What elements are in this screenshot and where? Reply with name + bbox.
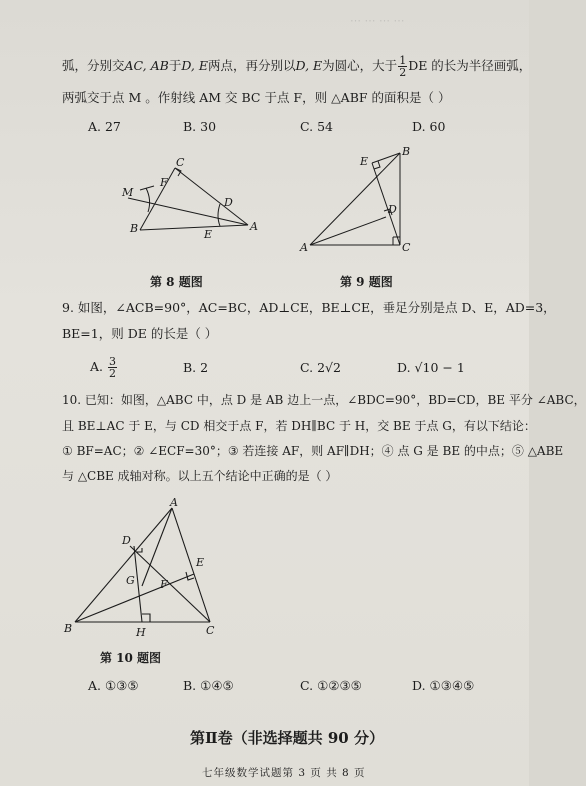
figure-10 (60, 498, 230, 638)
fig10-label-b: B (64, 622, 73, 635)
figure-9 (300, 145, 410, 253)
fig8-segment-ba (140, 225, 248, 230)
q9-line-1: 9. 如图，∠ACB=90°，AC=BC，AD⊥CE，BE⊥CE，垂足分别是点 D、E，AD=3， (62, 300, 556, 315)
q9-option-b: B. 2 (183, 360, 209, 375)
fig9-label-b: B (402, 145, 411, 158)
fig9-segment-ad (310, 217, 386, 245)
q8-line-1: 弧，分别交AC, AB于D, E两点，再分别以D, E为圆心，大于 $\frac{1}{2}$ DE 的长为半径画弧， (62, 54, 532, 79)
fig8-label-m: M (122, 186, 134, 199)
fig10-label-a: A (170, 496, 178, 509)
fig9-label-e: E (360, 155, 369, 168)
fig8-label-c: C (176, 156, 185, 169)
q10-option-b: B. ①④⑤ (183, 678, 234, 693)
fig10-right-angle-h (142, 614, 150, 622)
fig10-label-d: D (122, 534, 131, 547)
q9-option-a-fraction: $\frac{3}{2}$ (109, 355, 116, 380)
fig9-label-c: C (402, 241, 411, 254)
q10-figure-caption: 第 10 题图 (100, 651, 162, 665)
fig10-label-h: H (136, 626, 146, 639)
q10-option-d: D. ①③④⑤ (412, 678, 475, 693)
q8-option-c: C. 54 (300, 119, 333, 134)
q9-line-2: BE=1，则 DE 的长是（ ） (62, 326, 218, 341)
fig10-segment-ab (75, 508, 172, 622)
q10-option-c: C. ①②③⑤ (300, 678, 362, 693)
q10-line-3: ① BF=AC；② ∠ECF=30°；③ 若连接 AF，则 AF∥DH；④ 点 G 是 BE 的中点；⑤ △ABE (62, 444, 564, 458)
q8-line-2: 两弧交于点 M 。作射线 AM 交 BC 于点 F，则 △ABF 的面积是（ ） (62, 90, 451, 105)
q8-option-a: A. 27 (88, 119, 121, 134)
fig8-arc-3 (218, 204, 220, 226)
fig8-label-f: F (160, 176, 168, 189)
fig10-segment-dh (134, 546, 142, 622)
fig9-segment-ab (310, 153, 400, 245)
page-footer: 七年级数学试题第 3 页 共 8 页 (202, 767, 366, 779)
fig10-label-e: E (196, 556, 205, 569)
q10-option-a: A. ①③⑤ (88, 678, 139, 693)
section-title: 第Ⅱ卷（非选择题共 90 分） (190, 729, 384, 747)
q10-line-2: 且 BE⊥AC 于 E，与 CD 相交于点 F，若 DH∥BC 于 H，交 BE 于点 G，有以下结论： (62, 419, 536, 433)
fig9-label-d: D (388, 203, 397, 216)
fig8-label-e: E (204, 228, 213, 241)
fig8-label-b: B (130, 222, 139, 235)
q10-line-1: 10. 已知：如图，△ABC 中，点 D 是 AB 边上一点，∠BDC=90°，BD=CD，BE 平分 ∠ABC， (62, 393, 586, 407)
q9-figure-caption: 第 9 题图 (340, 275, 393, 289)
q8-option-b: B. 30 (183, 119, 217, 134)
fig10-segment-fa (142, 508, 172, 586)
q9-option-c: C. 2√2 (300, 360, 341, 375)
fig8-arc-1 (146, 188, 150, 212)
fig10-label-c: C (206, 624, 215, 637)
q9-option-d: D. √10 − 1 (397, 360, 465, 375)
bleed-through-text: ⋯ ⋯ ⋯ ⋯ (350, 14, 405, 27)
fig8-label-d: D (224, 196, 233, 209)
q8-option-d: D. 60 (412, 119, 446, 134)
q9-option-a: A. $\frac{3}{2}$ (90, 355, 116, 380)
q10-line-4: 与 △CBE 成轴对称。以上五个结论中正确的是（ ） (62, 469, 338, 483)
fig8-segment-bc (140, 168, 175, 230)
fig10-label-f: F (160, 578, 168, 591)
q8-fraction: $\frac{1}{2}$ (399, 54, 407, 79)
figure-8 (120, 156, 260, 241)
fig10-segment-ac (172, 508, 210, 622)
q8-figure-caption: 第 8 题图 (150, 275, 203, 289)
fig10-label-g: G (126, 574, 135, 587)
fig9-label-a: A (300, 241, 308, 254)
fig8-label-a: A (250, 220, 258, 233)
